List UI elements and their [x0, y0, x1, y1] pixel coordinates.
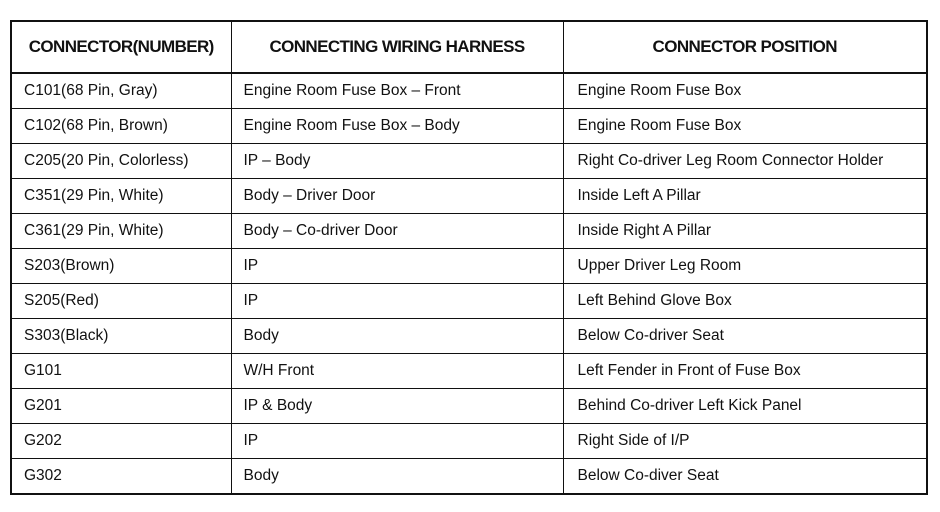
cell-position: Below Co-diver Seat	[577, 467, 719, 484]
table-row	[11, 179, 927, 214]
cell-harness: IP	[231, 424, 563, 459]
cell-harness: Engine Room Fuse Box – Front	[231, 73, 563, 109]
cell-harness: Body	[231, 459, 563, 495]
cell-position: Right Co-driver Leg Room Connector Holder	[563, 144, 927, 179]
header-row	[11, 21, 927, 73]
cell-connector: G302	[11, 459, 231, 495]
header-connector-position: CONNECTOR POSITION	[563, 21, 927, 73]
table-row	[11, 389, 927, 424]
table-row	[11, 109, 927, 144]
table-header	[11, 21, 927, 73]
cell-position: Behind Co-driver Left Kick Panel	[563, 389, 927, 424]
cell-position: Engine Room Fuse Box	[563, 73, 927, 109]
header-connector-number: CONNECTOR(NUMBER)	[11, 21, 231, 73]
cell-harness: IP	[231, 249, 563, 284]
cell-position: Left Fender in Front of Fuse Box	[563, 354, 927, 389]
cell-connector: S203(Brown)	[11, 249, 231, 284]
connector-table-sheet	[10, 20, 926, 492]
cell-harness: Body	[231, 319, 563, 354]
cell-position: Inside Left A Pillar	[563, 179, 927, 214]
table-row	[11, 214, 927, 249]
cell-connector: S303(Black)	[11, 319, 231, 354]
cell-harness: IP – Body	[231, 144, 563, 179]
cell-harness: W/H Front	[231, 354, 563, 389]
table-row	[11, 354, 927, 389]
table-row	[11, 144, 927, 179]
cell-connector: G201	[11, 389, 231, 424]
table-row	[11, 424, 927, 459]
cell-connector: S205(Red)	[11, 284, 231, 319]
cell-harness: IP	[231, 284, 563, 319]
table-row	[11, 319, 927, 354]
cell-connector: G101	[11, 354, 231, 389]
cell-position: Inside Right A Pillar	[563, 214, 927, 249]
table-row	[11, 459, 927, 495]
cell-connector: C101(68 Pin, Gray)	[11, 73, 231, 109]
cell-position: Below Co-driver Seat	[563, 319, 927, 354]
cell-connector: C205(20 Pin, Colorless)	[11, 144, 231, 179]
cell-connector: C351(29 Pin, White)	[11, 179, 231, 214]
table-body	[11, 73, 927, 494]
cell-connector: C361(29 Pin, White)	[11, 214, 231, 249]
cell-harness: Body – Driver Door	[231, 179, 563, 214]
cell-harness: IP & Body	[231, 389, 563, 424]
cell-position: Upper Driver Leg Room	[563, 249, 927, 284]
cell-position: Left Behind Glove Box	[563, 284, 927, 319]
table-row	[11, 73, 927, 109]
cell-connector: C102(68 Pin, Brown)	[11, 109, 231, 144]
connector-table	[10, 20, 928, 495]
cell-harness: Engine Room Fuse Box – Body	[231, 109, 563, 144]
table-row	[11, 284, 927, 319]
cell-position: Right Side of I/P	[563, 424, 927, 459]
header-connecting-wiring-harness: CONNECTING WIRING HARNESS	[231, 21, 563, 73]
cell-connector: G202	[11, 424, 231, 459]
cell-harness: Body – Co-driver Door	[231, 214, 563, 249]
table-row	[11, 249, 927, 284]
cell-position: Engine Room Fuse Box	[563, 109, 927, 144]
